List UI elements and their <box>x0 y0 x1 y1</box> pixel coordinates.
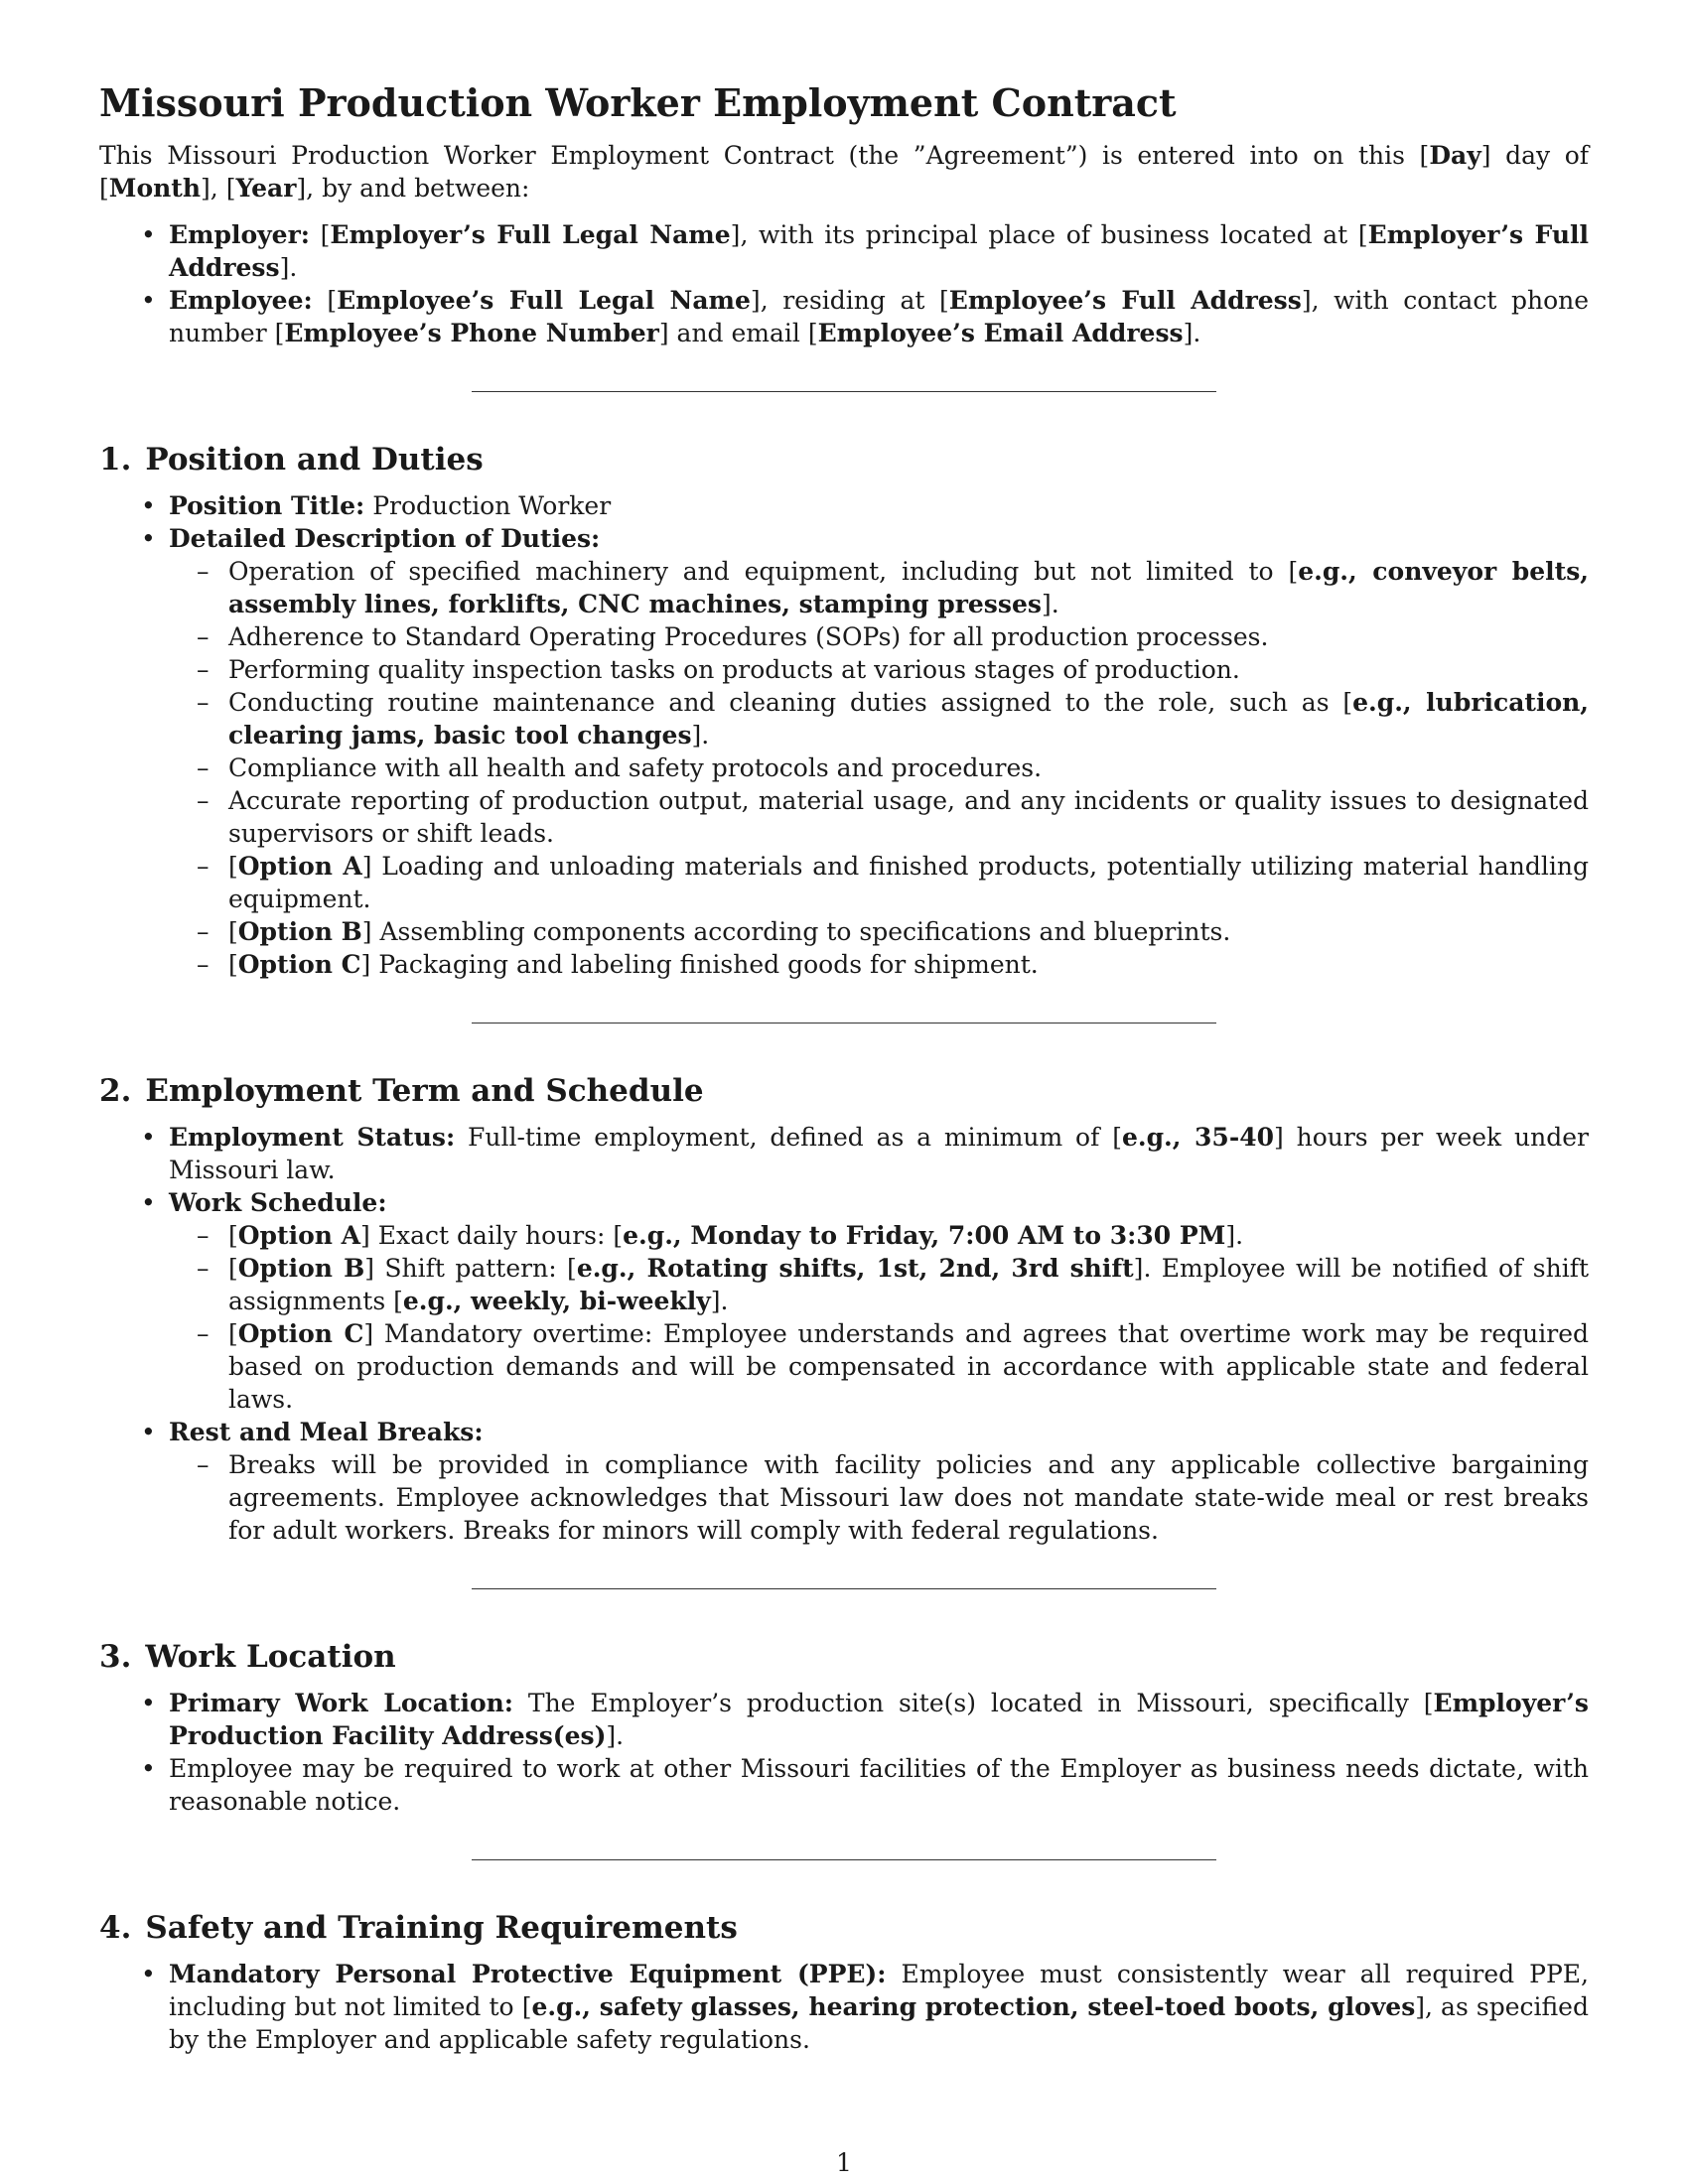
sub-list-item: – [Option C] Packaging and labeling finished goods for shipment. <box>228 948 1589 981</box>
list-item: • Rest and Meal Breaks: – Breaks will be provided in compliance with facility policies and any applicable collective bargaining agreements. Employee acknowledges that Missouri law does not mandate state-wide meal or rest breaks for adult workers. Breaks for minors will comply with federal regulations. <box>169 1416 1589 1547</box>
list-item: • Employment Status: Full-time employment, defined as a minimum of [e.g., 35-40] hours per week under Missouri law. <box>169 1121 1589 1186</box>
sub-list-item: – [Option C] Mandatory overtime: Employee understands and agrees that overtime work may be required based on production demands and will be compensated in accordance with applicable state and federal laws. <box>228 1317 1589 1416</box>
document-page <box>99 79 1589 2056</box>
list-item-employer: • Employer: [Employer’s Full Legal Name], with its principal place of business located at [Employer’s Full Address]. <box>169 218 1589 284</box>
section-divider <box>472 391 1216 392</box>
section-heading-3: 3. Work Location <box>99 1639 396 1675</box>
list-item: • Work Schedule: – [Option A] Exact daily hours: [e.g., Monday to Friday, 7:00 AM to 3:30 PM]. – [Option B] Shift pattern: [e.g., Rotating shifts, 1st, 2nd, 3rd shift]. Employee will be notified of shift assignments [e.g., weekly, bi-weekly]. – [Option C] Mandatory overtime: Employee understands and agrees that overtime work may be required based on production demands and will be compensated in accordance with applicable state and federal laws. <box>169 1186 1589 1416</box>
sub-list-item: – Accurate reporting of production output, material usage, and any incidents or quality issues to designated supervisors or shift leads. <box>228 784 1589 850</box>
list-item: • Mandatory Personal Protective Equipment (PPE): Employee must consistently wear all required PPE, including but not limited to [e.g., safety glasses, hearing protection, steel-toed boots, gloves], as specified by the Employer and applicable safety regulations. <box>169 1958 1589 2056</box>
section-divider <box>472 1588 1216 1589</box>
list-item: • Employee may be required to work at other Missouri facilities of the Employer as business needs dictate, with reasonable notice. <box>169 1752 1589 1818</box>
year-placeholder: Year <box>235 174 297 203</box>
sub-list-item: – Compliance with all health and safety protocols and procedures. <box>228 751 1589 784</box>
breaks-list <box>169 1448 1589 1547</box>
sub-list-item: – Breaks will be provided in compliance with facility policies and any applicable collective bargaining agreements. Employee acknowledges that Missouri law does not mandate state-wide meal or rest breaks for adult workers. Breaks for minors will comply with federal regulations. <box>228 1448 1589 1547</box>
day-placeholder: Day <box>1429 141 1481 170</box>
sub-list-item: – Operation of specified machinery and equipment, including but not limited to [e.g., conveyor belts, assembly lines, forklifts, CNC machines, stamping presses]. <box>228 555 1589 620</box>
section-divider <box>472 1023 1216 1024</box>
section-divider <box>472 1859 1216 1860</box>
document-title: Missouri Production Worker Employment Contract <box>99 80 1177 125</box>
sub-list-item: – [Option B] Shift pattern: [e.g., Rotating shifts, 1st, 2nd, 3rd shift]. Employee will be notified of shift assignments [e.g., weekly, bi-weekly]. <box>228 1252 1589 1317</box>
month-placeholder: Month <box>108 174 202 203</box>
intro-paragraph: This Missouri Production Worker Employment Contract (the ”Agreement”) is entered into on this [Day] day of [Month], [Year], by and between: <box>99 141 1589 203</box>
list-item-employee: • Employee: [Employee’s Full Legal Name], residing at [Employee’s Full Address], with contact phone number [Employee’s Phone Number] and email [Employee’s Email Address]. <box>169 284 1589 349</box>
section-4-list <box>99 1958 1589 2056</box>
parties-list <box>99 218 1589 349</box>
section-heading-1: 1. Position and Duties <box>99 442 484 478</box>
sub-list-item: – Adherence to Standard Operating Procedures (SOPs) for all production processes. <box>228 620 1589 653</box>
sub-list-item: – [Option B] Assembling components according to specifications and blueprints. <box>228 915 1589 948</box>
section-heading-2: 2. Employment Term and Schedule <box>99 1073 704 1109</box>
section-heading-4: 4. Safety and Training Requirements <box>99 1910 738 1946</box>
list-item: • Detailed Description of Duties: – Operation of specified machinery and equipment, including but not limited to [e.g., conveyor belts, assembly lines, forklifts, CNC machines, stamping presses]. – Adherence to Standard Operating Procedures (SOPs) for all production processes. – Performing quality inspection tasks on products at various stages of production. – Conducting routine maintenance and cleaning duties assigned to the role, such as [e.g., lubrication, clearing jams, basic tool changes]. – Compliance with all health and safety protocols and procedures. – Accurate reporting of production output, material usage, and any incidents or quality issues to designated supervisors or shift leads. – [Option A] Loading and unloading materials and finished products, potentially utilizing material handling equipment. – [Option B] Assembling components according to specifications and blueprints. – [Option C] Packaging and labeling finished goods for shipment. <box>169 522 1589 981</box>
section-1-list <box>99 489 1589 981</box>
section-2-list <box>99 1121 1589 1547</box>
section-3-list <box>99 1687 1589 1818</box>
list-item: • Position Title: Production Worker <box>169 489 1589 522</box>
page-number: 1 <box>836 2148 852 2177</box>
sub-list-item: – [Option A] Exact daily hours: [e.g., Monday to Friday, 7:00 AM to 3:30 PM]. <box>228 1219 1589 1252</box>
sub-list-item: – [Option A] Loading and unloading materials and finished products, potentially utilizing material handling equipment. <box>228 850 1589 915</box>
duties-list <box>169 555 1589 981</box>
schedule-list <box>169 1219 1589 1416</box>
sub-list-item: – Performing quality inspection tasks on products at various stages of production. <box>228 653 1589 686</box>
list-item: • Primary Work Location: The Employer’s production site(s) located in Missouri, specifically [Employer’s Production Facility Address(es)]. <box>169 1687 1589 1752</box>
sub-list-item: – Conducting routine maintenance and cleaning duties assigned to the role, such as [e.g., lubrication, clearing jams, basic tool changes]. <box>228 686 1589 751</box>
